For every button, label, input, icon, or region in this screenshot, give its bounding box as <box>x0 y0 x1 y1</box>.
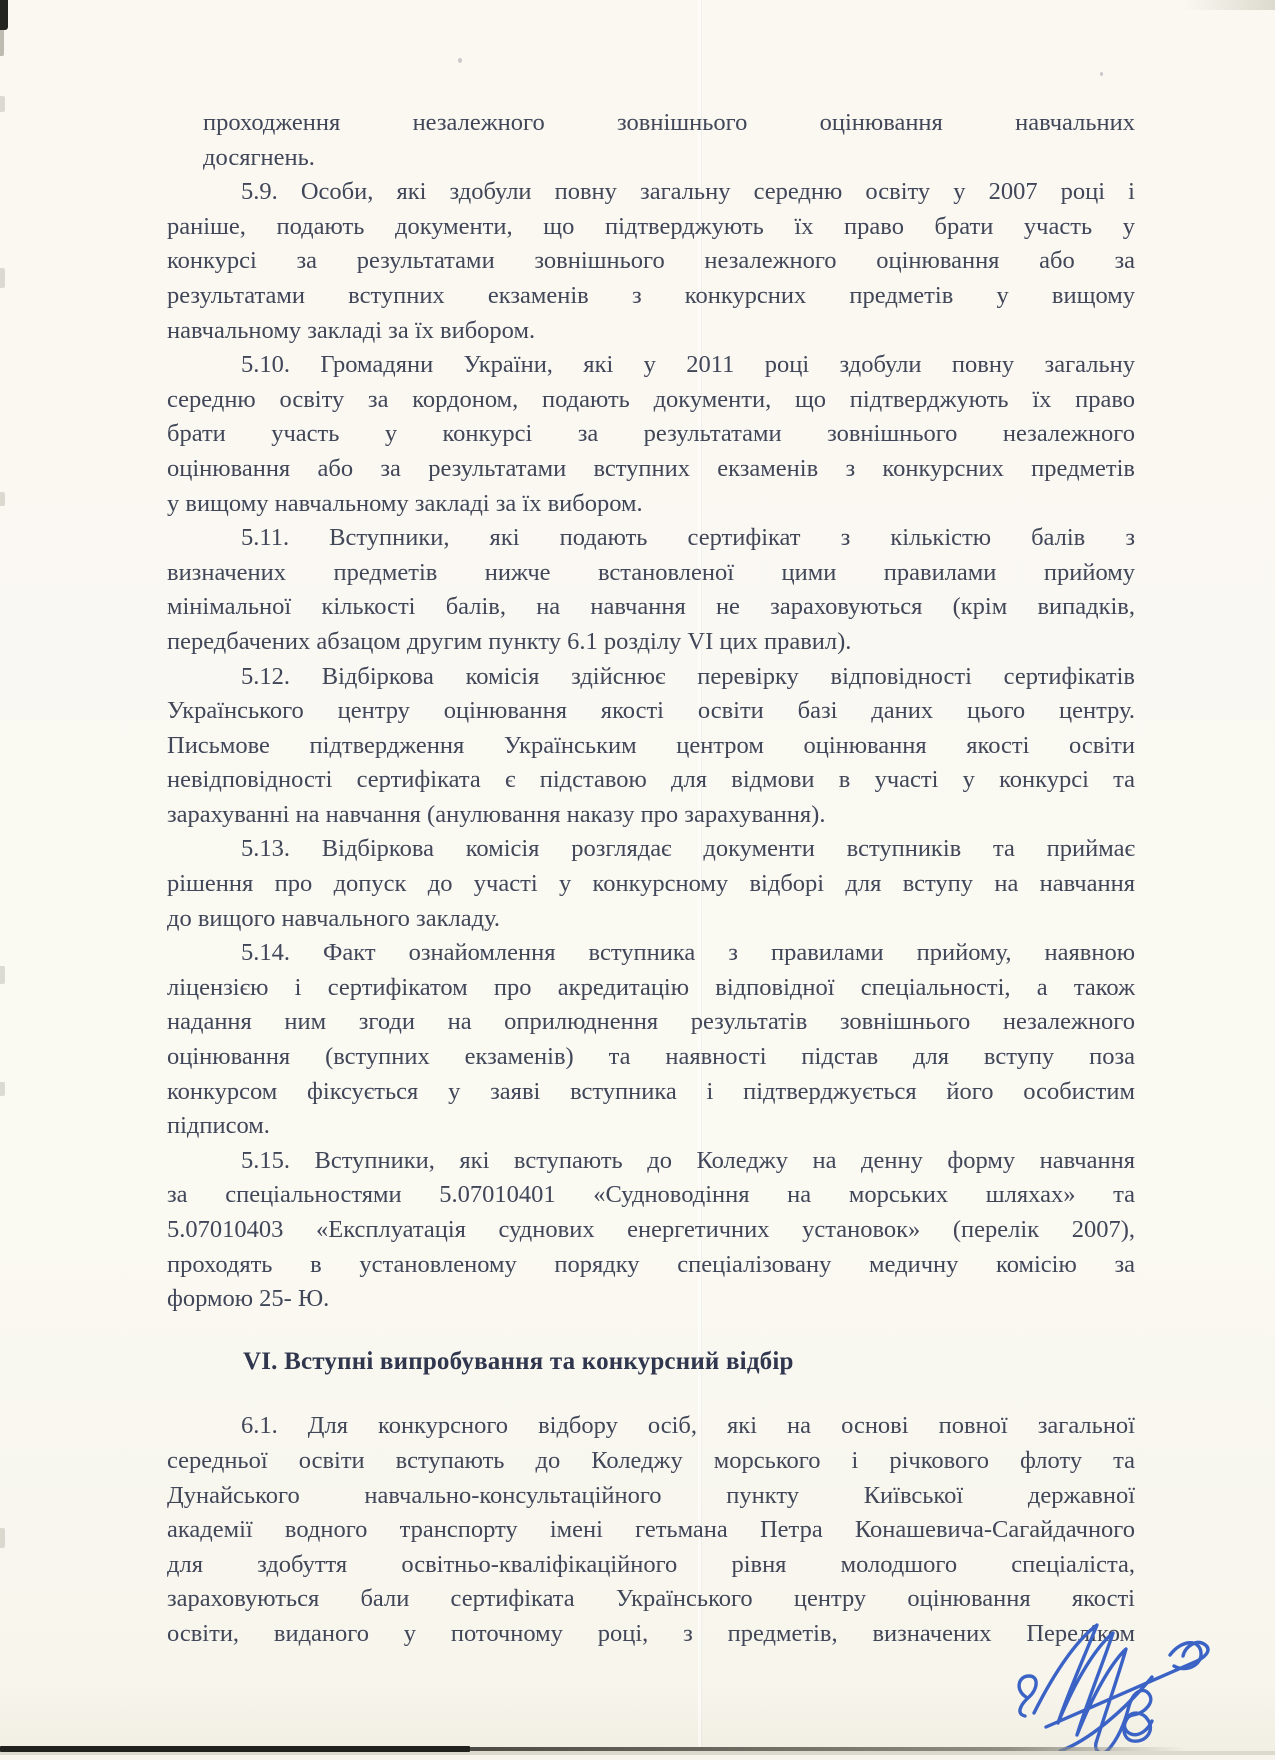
section-heading: VI. Вступні випробування та конкурсний відбір <box>243 1347 794 1375</box>
paragraph <box>167 348 1135 521</box>
scan-edge-smudge <box>0 492 5 506</box>
text-line: середню освіту за кордоном, подають документи, що підтверджують їх право <box>167 385 1135 413</box>
scan-edge-mark-top-right <box>1183 0 1275 10</box>
document-body <box>167 106 1135 1652</box>
text-line: середньої освіти вступають до Коледжу морського і річкового флоту та <box>167 1446 1135 1474</box>
scan-edge-smudge <box>0 96 5 112</box>
signature-ink <box>1000 1615 1230 1760</box>
paragraph <box>167 936 1135 1144</box>
text-line: невідповідності сертифіката є підставою для відмови в участі у конкурсі та <box>167 766 1135 794</box>
text-line: для здобуття освітньо-кваліфікаційного рівня молодшого спеціаліста, <box>167 1550 1135 1578</box>
paragraph <box>203 106 1135 175</box>
text-line: навчальному закладі за їх вибором. <box>167 316 536 344</box>
text-line: оцінювання або за результатами вступних екзаменів з конкурсних предметів <box>167 454 1135 482</box>
text-line: за спеціальностями 5.07010401 «Судноводіння на морських шляхах» та <box>167 1181 1135 1209</box>
text-line: проходження незалежного зовнішнього оцінювання навчальних <box>203 109 1135 136</box>
scan-speck <box>458 58 462 63</box>
text-line: конкурсі за результатами зовнішнього незалежного оцінювання або за <box>167 247 1135 275</box>
text-line: зарахуванні на навчання (анулювання наказу про зарахування). <box>167 800 826 828</box>
text-line: ліцензією і сертифікатом про акредитацію відповідної спеціальності, а також <box>167 973 1135 1001</box>
text-line: 5.12. Відбіркова комісія здійснює перевірку відповідності сертифікатів <box>241 662 1135 690</box>
text-line: передбачених абзацом другим пункту 6.1 розділу VI цих правил). <box>167 627 852 655</box>
text-line: 5.13. Відбіркова комісія розглядає документи вступників та приймає <box>241 835 1135 863</box>
scan-edge-smudge <box>0 268 5 288</box>
text-line: 5.10. Громадяни України, які у 2011 році здобули повну загальну <box>241 351 1135 379</box>
paragraph <box>167 1144 1135 1317</box>
text-line: 5.14. Факт ознайомлення вступника з правилами прийому, наявною <box>241 939 1135 967</box>
text-line: 5.15. Вступники, які вступають до Коледжу на денну форму навчання <box>241 1146 1135 1174</box>
text-line: визначених предметів нижче встановленої цими правилами прийому <box>167 558 1135 586</box>
text-line: досягнень. <box>203 143 315 171</box>
paragraph <box>167 175 1135 348</box>
scan-edge-smudge <box>0 1528 5 1548</box>
text-line: до вищого навчального закладу. <box>167 904 500 932</box>
paragraph <box>167 521 1135 659</box>
text-line: 5.9. Особи, які здобули повну загальну середню освіту у 2007 році і <box>241 178 1135 206</box>
text-line: оцінювання (вступних екзаменів) та наявності підстав для вступу поза <box>167 1043 1135 1071</box>
text-line: 5.07010403 «Експлуатація суднових енергетичних установок» (перелік 2007), <box>167 1216 1135 1243</box>
text-line: проходять в установленому порядку спеціалізовану медичну комісію за <box>167 1250 1135 1278</box>
scan-edge-smudge <box>0 1082 5 1096</box>
text-line: академії водного транспорту імені гетьмана Петра Конашевича-Сагайдачного <box>167 1516 1135 1544</box>
text-line: зараховуються бали сертифіката Українського центру оцінювання якості <box>167 1585 1135 1613</box>
text-line: результатами вступних екзаменів з конкурсних предметів у вищому <box>167 281 1135 309</box>
text-line: брати участь у конкурсі за результатами зовнішнього незалежного <box>167 420 1135 448</box>
text-line: 5.11. Вступники, які подають сертифікат з кількістю балів з <box>241 524 1135 552</box>
paragraph <box>167 832 1135 936</box>
text-line: освіти, виданого у поточному році, з предметів, визначених Переліком <box>167 1619 1135 1647</box>
text-line: у вищому навчальному закладі за їх вибором. <box>167 489 643 517</box>
paragraph <box>167 660 1135 833</box>
text-line: 6.1. Для конкурсного відбору осіб, які на основі повної загальної <box>241 1412 1135 1440</box>
scan-edge-mark-top-left <box>0 0 8 30</box>
text-line: Дунайського навчально-консультаційного пункту Київської державної <box>167 1481 1135 1509</box>
text-line: надання ним згоди на оприлюднення результатів зовнішнього незалежного <box>167 1008 1135 1036</box>
text-line: рішення про допуск до участі у конкурсному відборі для вступу на навчання <box>167 870 1135 898</box>
text-line: Українського центру оцінювання якості освіти базі даних цього центру. <box>167 697 1135 725</box>
text-line: мінімальної кількості балів, на навчання не зараховуються (крім випадків, <box>167 593 1135 621</box>
text-line: формою 25- Ю. <box>167 1285 330 1313</box>
scan-edge-smudge <box>0 966 5 984</box>
text-line: конкурсом фіксується у заяві вступника і підтверджується його особистим <box>167 1077 1135 1105</box>
scan-speck <box>1100 72 1103 76</box>
scan-page-bottom-edge-dark <box>0 1746 470 1752</box>
paragraph <box>167 1409 1135 1651</box>
text-line: раніше, подають документи, що підтверджують їх право брати участь у <box>167 212 1135 240</box>
text-line: підписом. <box>167 1112 270 1140</box>
scan-edge-mark-top-left-fade <box>0 30 4 56</box>
text-line: Письмове підтвердження Українським центром оцінювання якості освіти <box>167 731 1135 759</box>
signature-strokes <box>1019 1625 1208 1753</box>
